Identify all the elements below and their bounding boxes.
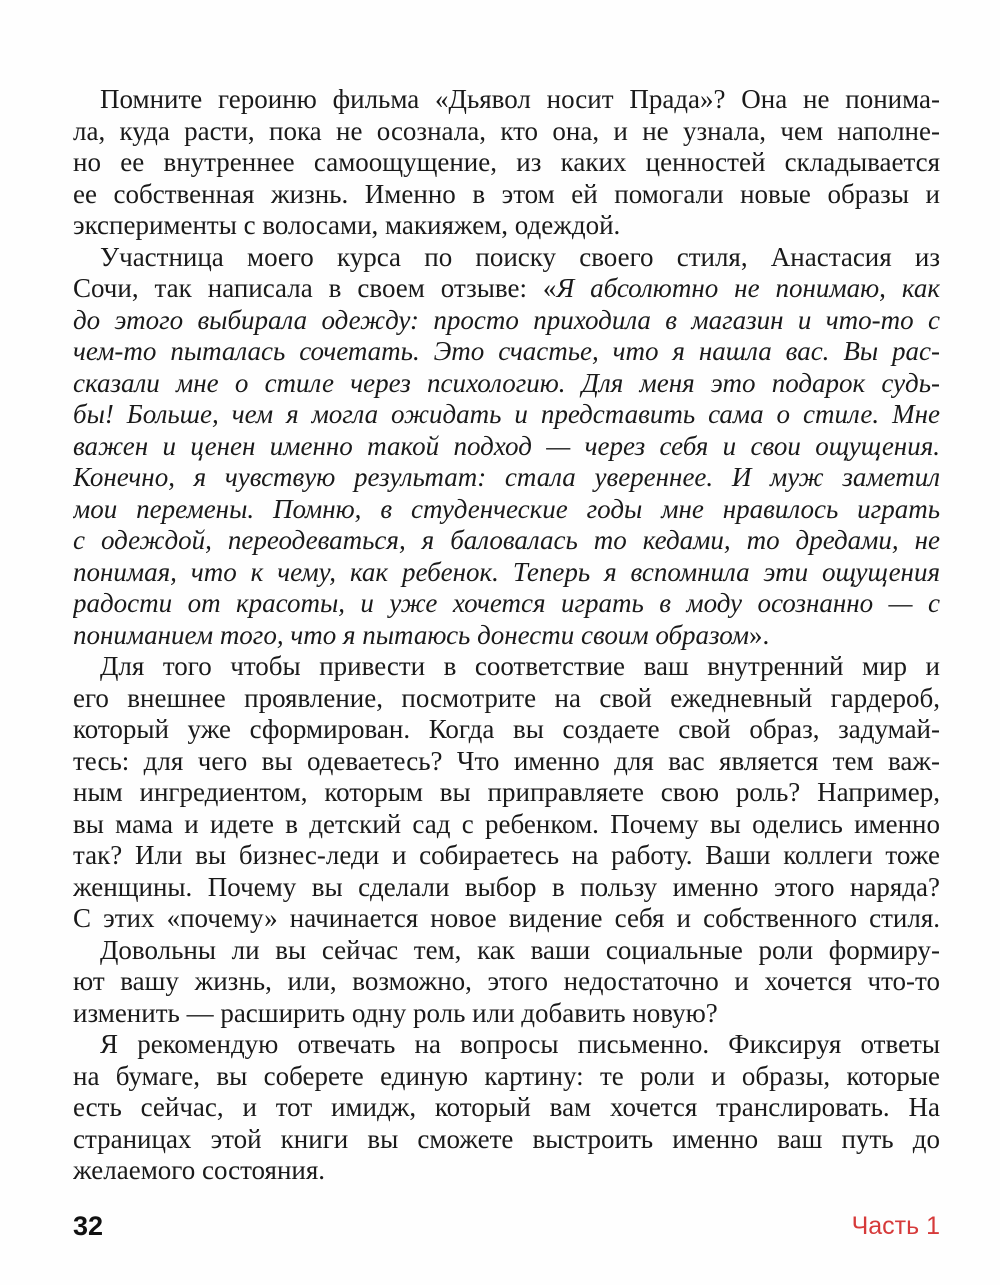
section-label: Часть 1 (851, 1212, 940, 1240)
text-line: страницах этой книги вы сможете выстроить именно ваш путь до (73, 1123, 940, 1154)
paragraph-1 (73, 84, 940, 242)
text-line: ным ингредиентом, которым вы приправляете свою роль? Например, (73, 777, 940, 807)
text-line: так? Или вы бизнес-леди и собираетесь на работу. Ваши коллеги тоже (73, 840, 940, 870)
text-line: есть сейчас, и тот имидж, который вам хочется транслировать. На (73, 1092, 940, 1122)
quote-text: пониманием того, что я пытаюсь донести своим образом (73, 619, 749, 650)
page-footer (73, 1210, 940, 1242)
text-line: эксперименты с волосами, макияжем, одеждой. (73, 210, 621, 240)
quote-line: важен и ценен именно такой подход — через себя и свои ощущения. (73, 430, 940, 461)
text-line: тесь: для чего вы одеваетесь? Что именно для вас является тем важ- (73, 745, 940, 776)
text-line (73, 620, 940, 652)
quote-line: мои перемены. Помню, в студенческие годы мне нравилось играть (73, 493, 940, 524)
paragraph-5 (73, 1029, 940, 1187)
quote-line: с одеждой, переодеваться, я баловалась то кедами, то дредами, не (73, 525, 940, 555)
text-line: ют вашу жизнь, или, возможно, этого недостаточно и хочется что-то (73, 966, 940, 996)
text-line: женщины. Почему вы сделали выбор в пользу именно этого наряда? (73, 871, 940, 902)
quote-line: Конечно, я чувствую результат: стала увереннее. И муж заметил (73, 462, 940, 492)
text-line: Участница моего курса по поиску своего стиля, Анастасия из (100, 241, 940, 272)
text-line: Я рекомендую отвечать на вопросы письменно. Фиксируя ответы (100, 1029, 940, 1059)
text-line: Довольны ли вы сейчас тем, как ваши социальные роли формиру- (100, 934, 940, 965)
text-line: ее собственная жизнь. Именно в этом ей помогали новые образы и (73, 178, 940, 209)
paragraph-3 (73, 651, 940, 935)
text-line: Помните героиню фильма «Дьявол носит Прада»? Она не понима- (100, 84, 940, 114)
text-line: который уже сформирован. Когда вы создаете свой образ, задумай- (73, 714, 940, 744)
quote-line: до этого выбирала одежду: просто приходила в магазин и что-то с (73, 304, 940, 335)
paragraph-4 (73, 935, 940, 1030)
regular-text: Сочи, так написала в своем отзыве: « (73, 273, 557, 303)
page-number: 32 (73, 1211, 104, 1241)
quote-text: Я абсолютно не понимаю, как (556, 273, 940, 303)
text-line: вы мама и идете в детский сад с ребенком. Почему вы оделись именно (73, 808, 940, 839)
text-column (73, 84, 940, 1187)
quote-line: чем-то пыталась сочетать. Это счастье, что я нашла вас. Вы рас- (73, 336, 940, 366)
quote-line: радости от красоты, и уже хочется играть в моду осознанно — с (73, 588, 940, 618)
quote-line: сказали мне о стиле через психологию. Для меня это подарок судь- (73, 367, 940, 398)
text-line: ла, куда расти, пока не осознала, кто она, и не узнала, чем наполне- (73, 115, 940, 146)
text-line: С этих «почему» начинается новое видение себя и собственного стиля. (73, 903, 940, 933)
text-line: Для того чтобы привести в соответствие ваш внутренний мир и (100, 651, 940, 681)
paragraph-2 (73, 242, 940, 652)
regular-text: ». (748, 619, 770, 650)
quote-line: бы! Больше, чем я могла ожидать и представить сама о стиле. Мне (73, 399, 940, 429)
text-line (73, 273, 940, 305)
text-line: его внешнее проявление, посмотрите на свой ежедневный гардероб, (73, 682, 940, 713)
text-line: но ее внутреннее самоощущение, из каких ценностей складывается (73, 147, 940, 177)
text-line: желаемого состояния. (73, 1155, 326, 1185)
text-line: на бумаге, вы соберете единую картину: те роли и образы, которые (73, 1060, 940, 1091)
quote-line: понимая, что к чему, как ребенок. Теперь я вспомнила эти ощущения (73, 556, 940, 587)
text-line: изменить — расширить одну роль или добавить новую? (73, 997, 718, 1028)
